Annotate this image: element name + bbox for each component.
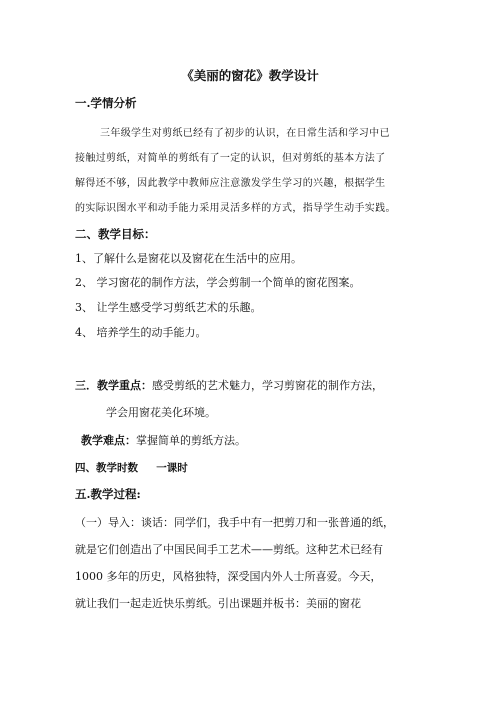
- section-heading-objectives: 二、教学目标：: [75, 227, 156, 241]
- process-line-3: 1000 多年的历史，风格独特，深受国内外人士所喜爱。今天，: [75, 570, 382, 583]
- objective-item-3: 3、 让学生感受学习剪纸艺术的乐趣。: [75, 301, 262, 314]
- difficulty-label: 教学难点：: [81, 434, 136, 447]
- key-points-line: [75, 377, 383, 393]
- analysis-line-4: 的实际识图水平和动手能力采用灵活多样的方式，指导学生动手实践。: [75, 203, 396, 214]
- objective-item-1: 1、了解什么是窗花以及窗花在生活中的应用。: [75, 252, 302, 265]
- analysis-line-3: 解得还不够，因此教学中教师应注意激发学生学习的兴趣，根据学生: [75, 178, 386, 189]
- key-points-continuation: 学会用窗花美化环境。: [106, 406, 216, 419]
- key-points-label: 三．教学重点：: [75, 379, 152, 392]
- difficulty-text: 掌握简单的剪纸方法。: [136, 434, 246, 447]
- section-heading-analysis: 一.学情分析: [75, 96, 137, 110]
- process-line-2: 就是它们创造出了中国民间手工艺术——剪纸。这种艺术已经有: [75, 543, 383, 556]
- objective-item-2: 2、 学习窗花的制作方法，学会剪制一个简单的窗花图案。: [75, 276, 361, 289]
- process-line-1: （一）导入：谈话：同学们，我手中有一把剪刀和一张普通的纸，: [75, 516, 394, 529]
- document-title: 《美丽的窗花》教学设计: [181, 68, 319, 83]
- difficulty-line: [81, 432, 246, 448]
- section-heading-hours: 四、教学时数 一课时: [75, 462, 188, 474]
- process-line-4: 就让我们一起走近快乐剪纸。引出课题并板书：美丽的窗花: [75, 597, 361, 610]
- analysis-line-2: 接触过剪纸，对简单的剪纸有了一定的认识，但对剪纸的基本方法了: [75, 153, 386, 164]
- objective-item-4: 4、 培养学生的动手能力。: [75, 326, 207, 339]
- key-points-text: 感受剪纸的艺术魅力，学习剪窗花的制作方法，: [152, 379, 383, 392]
- section-heading-process: 五.教学过程:: [75, 487, 141, 501]
- analysis-line-1: 三年级学生对剪纸已经有了初步的认识，在日常生活和学习中已: [100, 128, 390, 139]
